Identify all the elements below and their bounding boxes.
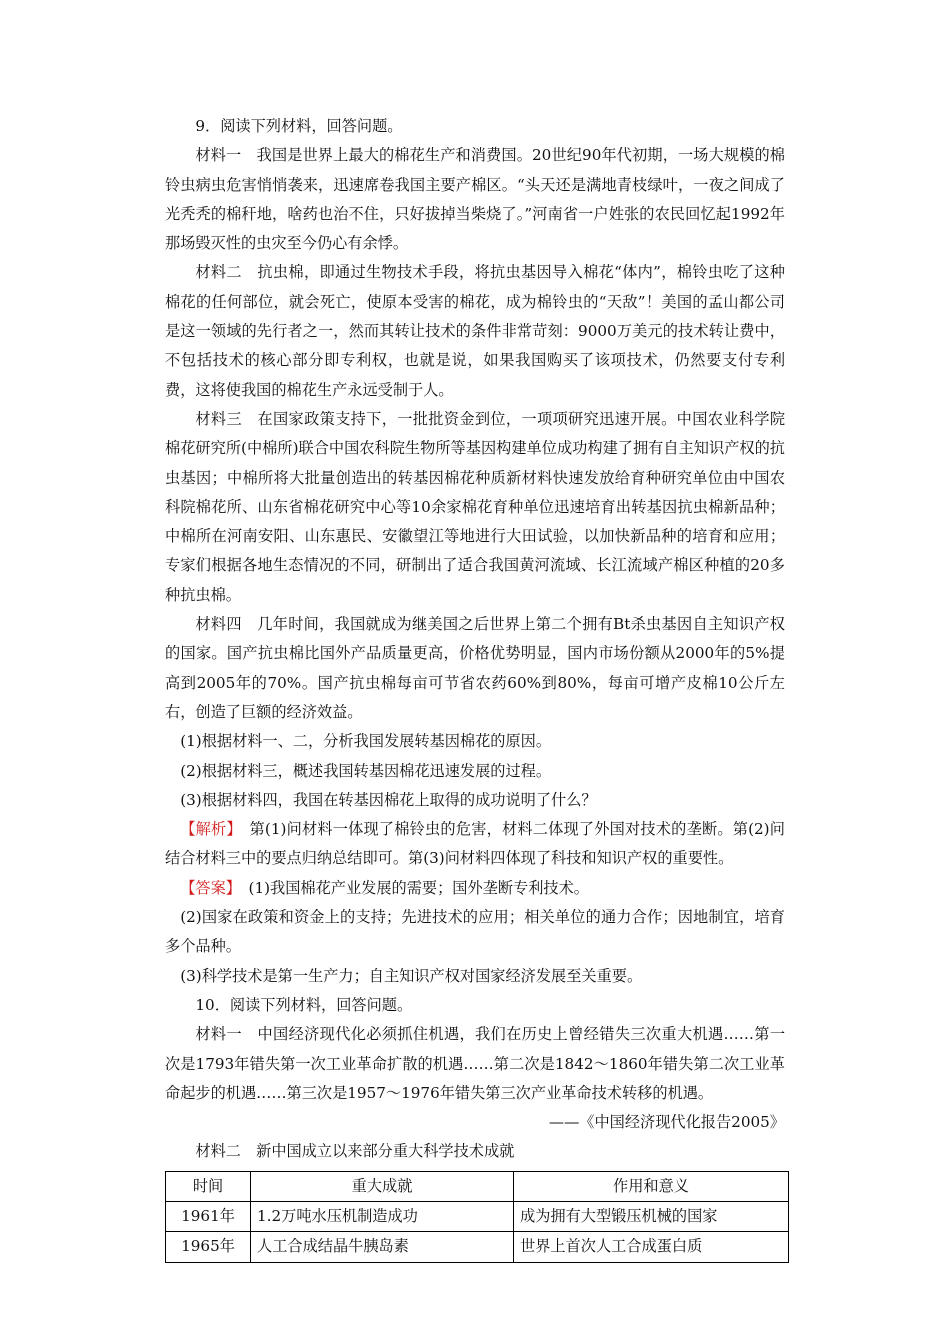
document-page bbox=[165, 112, 785, 1263]
q9-answer-2: (2)国家在政策和资金上的支持；先进技术的应用；相关单位的通力合作；因地制宜，培育多个品种。 bbox=[165, 908, 785, 956]
table-header-time: 时间 bbox=[166, 1171, 251, 1201]
q9-material-2: 材料二 抗虫棉，即通过生物技术手段，将抗虫基因导入棉花“体内”，棉铃虫吃了这种棉花的任何部位，就会死亡，使原本受害的棉花，成为棉铃虫的“天敌”！美国的孟山都公司是这一领域的先行者之一，然而其转让技术的条件非常苛刻：9000万美元的技术转让费中，不包括技术的核心部分即专利权，也就是说，如果我国购买了该项技术，仍然要支付专利费，这将使我国的棉花生产永远受制于人。 bbox=[165, 263, 785, 399]
question-10-title: 10．阅读下列材料，回答问题。 bbox=[195, 995, 413, 1014]
table-header-achievement: 重大成就 bbox=[251, 1171, 514, 1201]
q9-material-3: 材料三 在国家政策支持下，一批批资金到位，一项项研究迅速开展。中国农业科学院棉花研究所(中棉所)联合中国农科院生物所等基因构建单位成功构建了拥有自主知识产权的抗虫基因；中棉所将大批量创造出的转基因棉花种质新材料快速发放给育种研究单位由中国农科院棉花所、山东省棉花研究中心等10余家棉花育种单位迅速培育出转基因抗虫棉新品种；中棉所在河南安阳、山东惠民、安徽望江等地进行大田试验，以加快新品种的培育和应用；专家们根据各地生态情况的不同，研制出了适合我国黄河流域、长江流域产棉区种植的20多种抗虫棉。 bbox=[165, 409, 785, 604]
table-header-significance: 作用和意义 bbox=[514, 1171, 789, 1201]
q10-material-1: 材料一 中国经济现代化必须抓住机遇，我们在历史上曾经错失三次重大机遇……第一次是1793年错失第一次工业革命扩散的机遇……第二次是1842～1860年错失第二次工业革命起步的机遇……第三次是1957～1976年错失第三次产业革命技术转移的机遇。 bbox=[165, 1025, 785, 1102]
table-header-row bbox=[166, 1171, 789, 1201]
table-cell: 成为拥有大型锻压机械的国家 bbox=[514, 1201, 789, 1231]
table-row bbox=[166, 1201, 789, 1231]
q9-subquestion-3: (3)根据材料四，我国在转基因棉花上取得的成功说明了什么？ bbox=[180, 790, 597, 809]
q10-material-1-source: ——《中国经济现代化报告2005》 bbox=[548, 1113, 785, 1132]
table-cell: 1965年 bbox=[166, 1232, 251, 1262]
table-cell: 1961年 bbox=[166, 1201, 251, 1231]
answer-text-1: (1)我国棉花产业发展的需要；国外垄断专利技术。 bbox=[233, 878, 589, 897]
question-9-title: 9．阅读下列材料，回答问题。 bbox=[195, 117, 403, 135]
q10-material-2: 材料二 新中国成立以来部分重大科学技术成就 bbox=[195, 1142, 515, 1161]
analysis-text: 第(1)问材料一体现了棉铃虫的危害，材料二体现了外国对技术的垄断。第(2)问结合材料三中的要点归纳总结即可。第(3)问材料四体现了科技和知识产权的重要性。 bbox=[165, 820, 785, 868]
table-cell: 世界上首次人工合成蛋白质 bbox=[514, 1232, 789, 1262]
analysis-tag: 【解析】 bbox=[180, 820, 235, 839]
table-cell: 1.2万吨水压机制造成功 bbox=[251, 1201, 514, 1231]
q9-material-4: 材料四 几年时间，我国就成为继美国之后世界上第二个拥有Bt杀虫基因自主知识产权的国家。国产抗虫棉比国外产品质量更高，价格优势明显，国内市场份额从2000年的5%提高到2005年的70%。国产抗虫棉每亩可节省农药60%到80%，每亩可增产皮棉10公斤左右，创造了巨额的经济效益。 bbox=[165, 615, 785, 721]
q9-analysis bbox=[165, 815, 785, 874]
q9-answer-3: (3)科学技术是第一生产力；自主知识产权对国家经济发展至关重要。 bbox=[180, 966, 643, 985]
q9-answer-1 bbox=[165, 874, 785, 903]
q9-subquestion-2: (2)根据材料三，概述我国转基因棉花迅速发展的过程。 bbox=[180, 761, 552, 780]
table-row bbox=[166, 1232, 789, 1262]
table-cell: 人工合成结晶牛胰岛素 bbox=[251, 1232, 514, 1262]
achievements-table bbox=[165, 1171, 789, 1263]
q9-subquestion-1: (1)根据材料一、二，分析我国发展转基因棉花的原因。 bbox=[180, 732, 552, 751]
q9-material-1: 材料一 我国是世界上最大的棉花生产和消费国。20世纪90年代初期，一场大规模的棉铃虫病虫危害悄悄袭来，迅速席卷我国主要产棉区。“头天还是满地青枝绿叶，一夜之间成了光秃秃的棉秆地，啥药也治不住，只好拔掉当柴烧了。”河南省一户姓张的农民回忆起1992年那场毁灭性的虫灾至今仍心有余悸。 bbox=[165, 146, 785, 253]
answer-tag: 【答案】 bbox=[180, 878, 234, 897]
